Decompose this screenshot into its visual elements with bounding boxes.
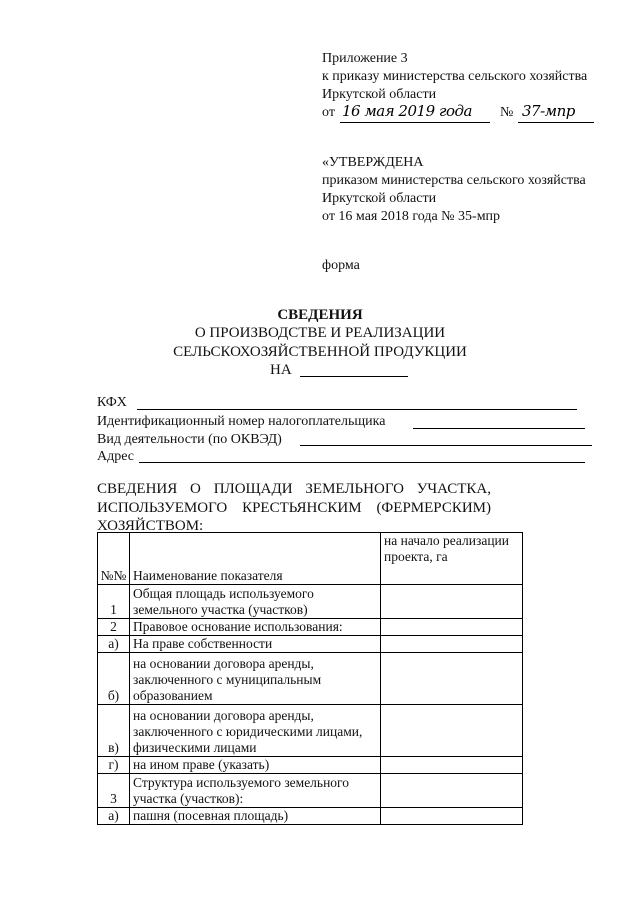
section-heading-line-1: СВЕДЕНИЯ О ПЛОЩАДИ ЗЕМЕЛЬНОГО УЧАСТКА, [97, 481, 491, 497]
row-num: 2 [98, 619, 130, 636]
header-value: на начало реализации проекта, га [381, 533, 523, 585]
section-heading-line-3: ХОЗЯЙСТВОМ: [97, 518, 204, 534]
table-row [98, 585, 523, 619]
address-field-line [139, 462, 585, 463]
table-row [98, 808, 523, 825]
table-row [98, 774, 523, 808]
inn-label: Идентификационный номер налогоплательщика [97, 414, 386, 429]
kfh-field-line [137, 409, 577, 410]
okved-label: Вид деятельности (по ОКВЭД) [97, 432, 282, 447]
approved-line-3: Иркутской области [322, 191, 437, 206]
row-num: г) [98, 757, 130, 774]
doc-title-line-2: О ПРОИЗВОДСТВЕ И РЕАЛИЗАЦИИ [194, 325, 446, 341]
number-underline [518, 122, 594, 123]
row-name: на ином праве (указать) [130, 757, 381, 774]
approved-line-4: от 16 мая 2018 года № 35-мпр [322, 209, 501, 224]
row-name: на основании договора аренды, заключенного с муниципальным образованием [130, 653, 381, 705]
row-value-cell[interactable] [381, 705, 523, 757]
row-num: б) [98, 653, 130, 705]
doc-title: СВЕДЕНИЯ [277, 307, 363, 323]
inn-field-line [413, 428, 585, 429]
handwritten-number: 37-мпр [522, 102, 575, 120]
doc-title-line-3: СЕЛЬСКОХОЗЯЙСТВЕННОЙ ПРОДУКЦИИ [173, 344, 467, 360]
header-name: Наименование показателя [130, 533, 381, 585]
row-value-cell[interactable] [381, 585, 523, 619]
row-name: на основании договора аренды, заключенного с юридическими лицами, физическими лицами [130, 705, 381, 757]
row-value-cell[interactable] [381, 757, 523, 774]
row-name: Структура используемого земельного участка (участков): [130, 774, 381, 808]
row-num: в) [98, 705, 130, 757]
header-num: №№ [98, 533, 130, 585]
row-value-cell[interactable] [381, 653, 523, 705]
number-sign: № [500, 105, 514, 120]
doc-title-line-4: НА [270, 362, 292, 378]
address-label: Адрес [97, 449, 135, 464]
form-label: форма [322, 258, 360, 273]
row-name: пашня (посевная площадь) [130, 808, 381, 825]
row-name: Правовое основание использования: [130, 619, 381, 636]
date-underline [340, 122, 490, 123]
land-area-table [97, 532, 523, 825]
appendix-title: Приложение 3 [322, 51, 408, 66]
appendix-date-prefix: от [322, 105, 335, 120]
row-name: На праве собственности [130, 636, 381, 653]
kfh-label: КФХ [97, 395, 127, 410]
section-heading-line-2: ИСПОЛЬЗУЕМОГО КРЕСТЬЯНСКИМ (ФЕРМЕРСКИМ) [97, 500, 491, 516]
approved-title: «УТВЕРЖДЕНА [322, 155, 424, 170]
table-header-row [98, 533, 523, 585]
row-value-cell[interactable] [381, 774, 523, 808]
table-row [98, 636, 523, 653]
row-num: а) [98, 636, 130, 653]
row-num: а) [98, 808, 130, 825]
row-value-cell[interactable] [381, 636, 523, 653]
handwritten-date: 16 мая 2019 года [342, 102, 472, 120]
appendix-line-3: Иркутской области [322, 87, 437, 102]
row-value-cell[interactable] [381, 808, 523, 825]
table-row [98, 705, 523, 757]
row-value-cell[interactable] [381, 619, 523, 636]
okved-field-line [300, 445, 592, 446]
row-num: 1 [98, 585, 130, 619]
table-row [98, 619, 523, 636]
title-date-underline [300, 376, 408, 377]
table-row [98, 653, 523, 705]
row-num: 3 [98, 774, 130, 808]
approved-line-2: приказом министерства сельского хозяйства [322, 173, 586, 188]
table-row [98, 757, 523, 774]
appendix-line-2: к приказу министерства сельского хозяйства [322, 69, 588, 84]
row-name: Общая площадь используемого земельного участка (участков) [130, 585, 381, 619]
